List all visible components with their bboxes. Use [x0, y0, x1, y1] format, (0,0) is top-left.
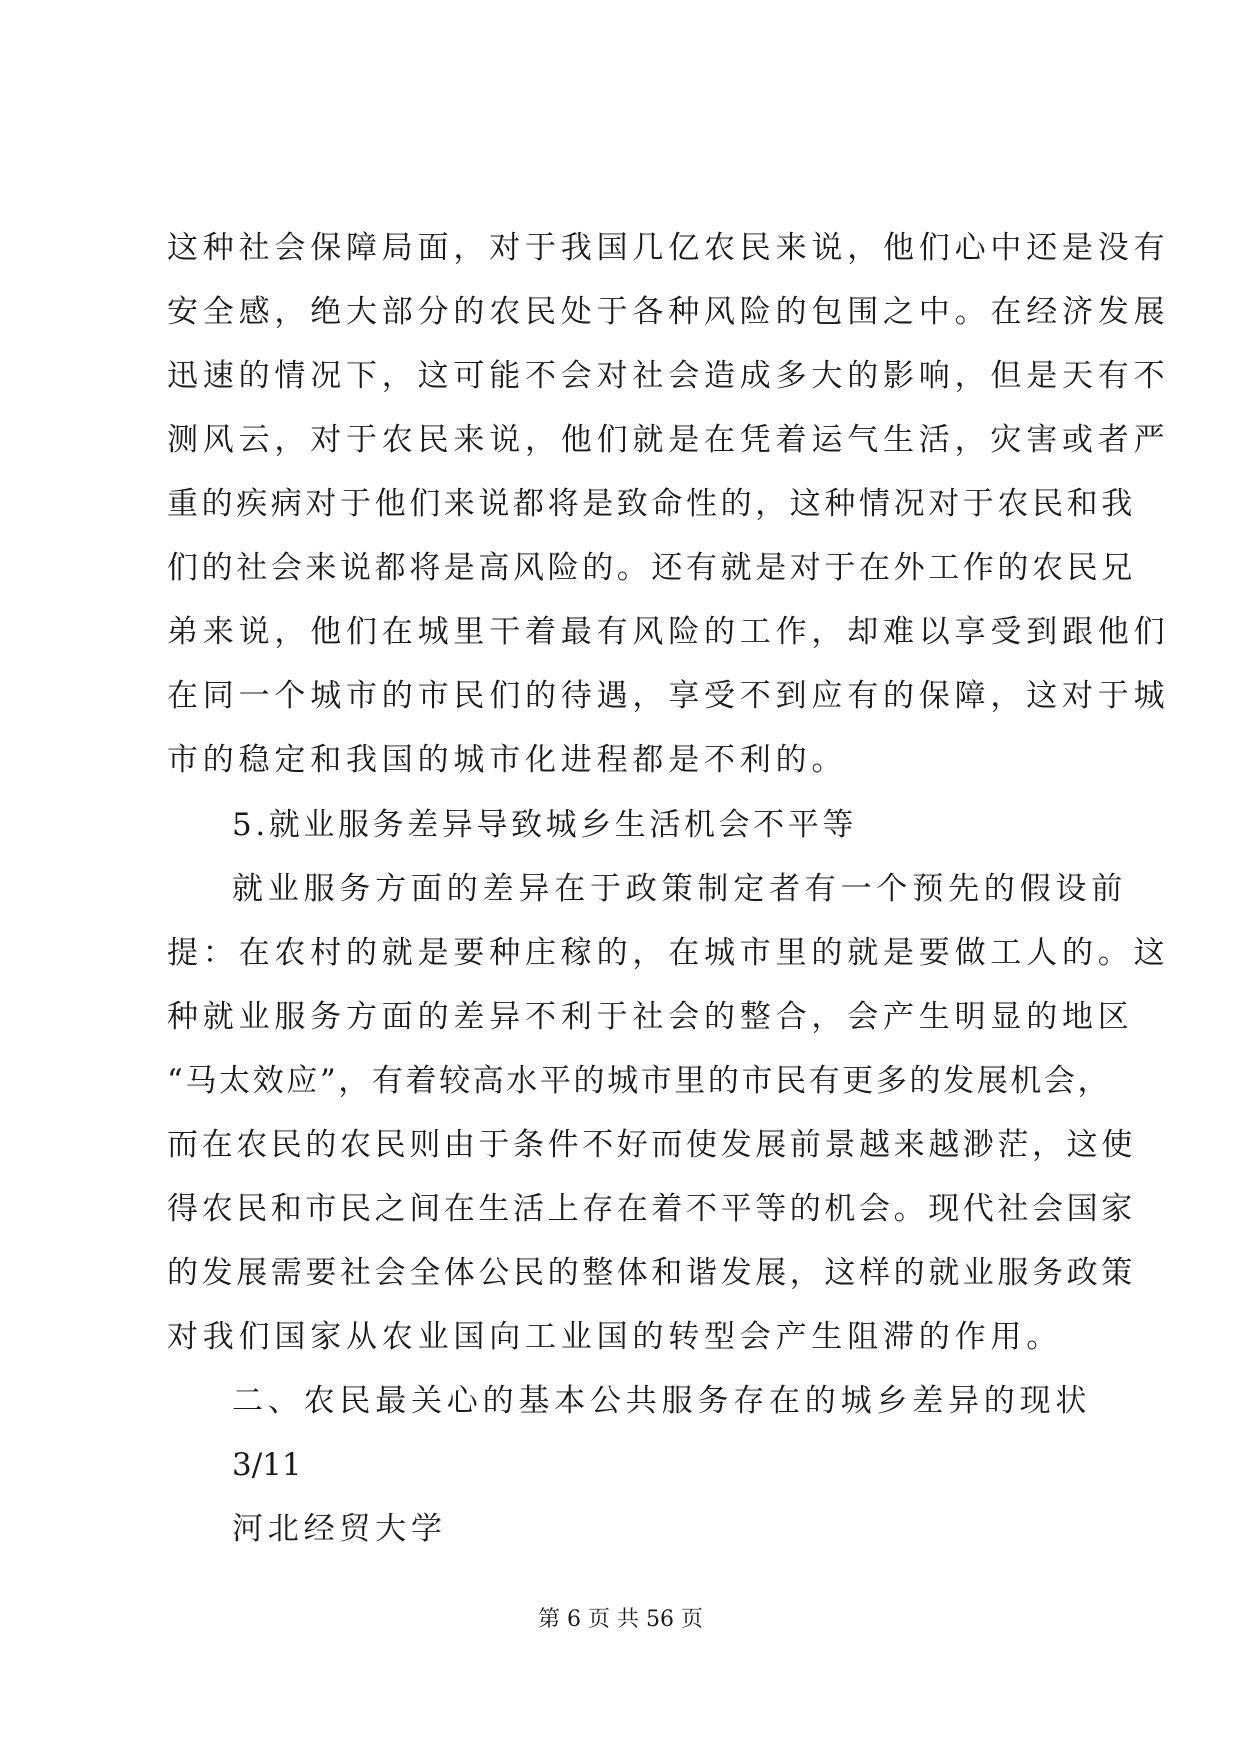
institution-name: 河北经贸大学 — [232, 1511, 447, 1547]
body-line-7: 弟来说，他们在城里干着最有风险的工作，却难以享受到跟他们 — [167, 614, 1170, 650]
page-footer: 第 6 页 共 56 页 — [538, 1607, 703, 1632]
body-line-2: 安全感，绝大部分的农民处于各种风险的包围之中。在经济发展 — [167, 294, 1170, 330]
body-line-13: 种就业服务方面的差异不利于社会的整合，会产生明显的地区 — [167, 999, 1134, 1035]
body-line-12: 提：在农村的就是要种庄稼的，在城市里的就是要做工人的。这 — [167, 935, 1170, 971]
body-line-8: 在同一个城市的市民们的待遇，享受不到应有的保障，这对于城 — [167, 678, 1170, 714]
body-line-1: 这种社会保障局面，对于我国几亿农民来说，他们心中还是没有 — [167, 230, 1170, 266]
body-line-11: 就业服务方面的差异在于政策制定者有一个预先的假设前 — [232, 871, 1127, 907]
body-line-15: 而在农民的农民则由于条件不好而使发展前景越来越渺茫，这使 — [167, 1127, 1136, 1163]
body-line-17: 的发展需要社会全体公民的整体和谐发展，这样的就业服务政策 — [167, 1255, 1136, 1291]
body-line-18: 对我们国家从农业国向工业国的转型会产生阻滞的作用。 — [167, 1319, 1062, 1355]
section-heading-2: 二、农民最关心的基本公共服务存在的城乡差异的现状 — [232, 1383, 1092, 1419]
body-line-5: 重的疾病对于他们来说都将是致命性的，这种情况对于农民和我 — [167, 486, 1136, 522]
body-line-3: 迅速的情况下，这可能不会对社会造成多大的影响，但是天有不 — [167, 358, 1170, 394]
page-count-text: 3/11 — [232, 1447, 302, 1483]
body-line-4: 测风云，对于农民来说，他们就是在凭着运气生活，灾害或者严 — [167, 422, 1170, 458]
body-line-14: “马太效应”，有着较高水平的城市里的市民有更多的发展机会， — [167, 1063, 1112, 1099]
body-line-16: 得农民和市民之间在生活上存在着不平等的机会。现代社会国家 — [167, 1191, 1136, 1227]
body-line-9: 市的稳定和我国的城市化进程都是不利的。 — [167, 742, 848, 778]
section-heading-5: 5.就业服务差异导致城乡生活机会不平等 — [232, 807, 857, 843]
body-line-6: 们的社会来说都将是高风险的。还有就是对于在外工作的农民兄 — [167, 550, 1136, 586]
